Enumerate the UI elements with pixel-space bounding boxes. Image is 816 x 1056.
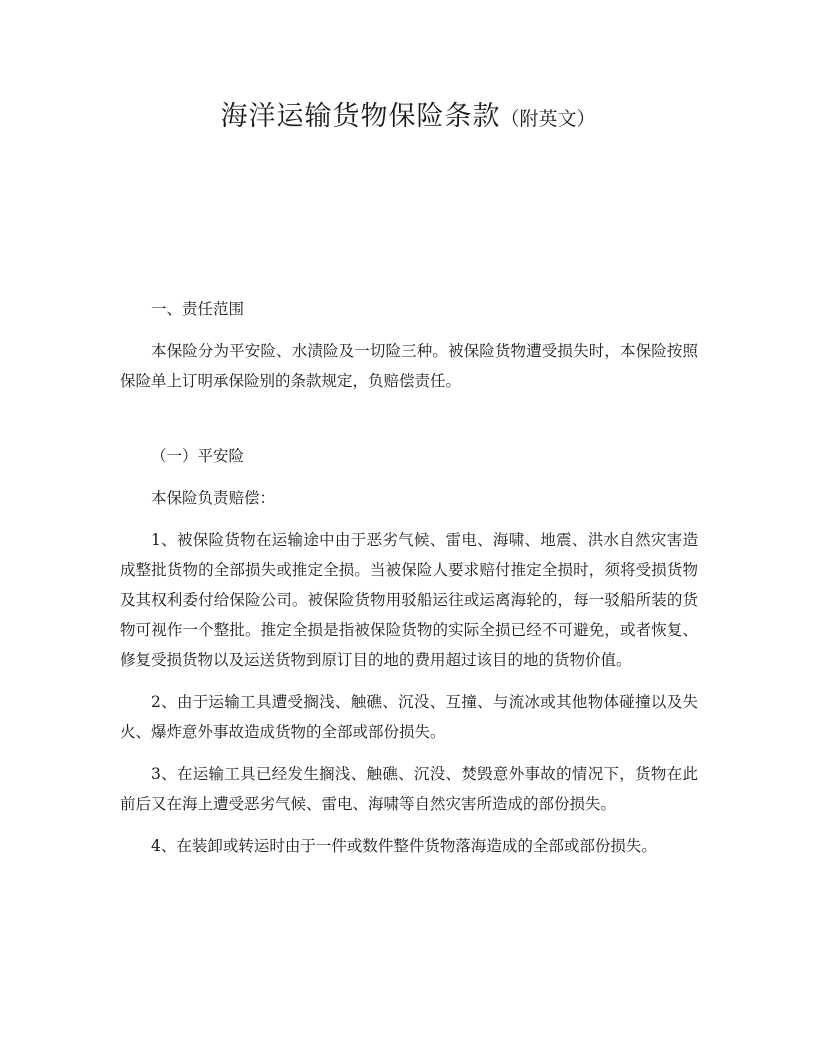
clause-item: 4、在装卸或转运时由于一件或数件整件货物落海造成的全部或部份损失。 — [151, 837, 657, 855]
title-main: 海洋运输货物保险条款 — [220, 101, 501, 132]
coverage-lead: 本保险负责赔偿： — [151, 489, 276, 507]
clause-item: 3、在运输工具已经发生搁浅、触礁、沉没、焚毁意外事故的情况下，货物在此前后又在海上遭受恶劣气候、雷电、海啸等自然灾害所造成的部份损失。 — [120, 765, 698, 813]
document-body — [120, 294, 698, 861]
subsection-heading: （一）平安险 — [151, 447, 245, 465]
clause-item: 2、由于运输工具遭受搁浅、触礁、沉没、互撞、与流冰或其他物体碰撞以及失火、爆炸意外事故造成货物的全部或部份损失。 — [120, 693, 698, 741]
title-subtitle: （附英文） — [500, 108, 596, 130]
clause-item: 1、被保险货物在运输途中由于恶劣气候、雷电、海啸、地震、洪水自然灾害造成整批货物的全部损失或推定全损。当被保险人要求赔付推定全损时，须将受损货物及其权利委付给保险公司。被保险货物用驳船运往或运离海轮的，每一驳船所装的货物可视作一个整批。推定全损是指被保险货物的实际全损已经不可避免，或者恢复、修复受损货物以及运送货物到原订目的地的费用超过该目的地的货物价值。 — [120, 531, 698, 669]
intro-paragraph: 本保险分为平安险、水渍险及一切险三种。被保险货物遭受损失时，本保险按照保险单上订明承保险别的条款规定，负赔偿责任。 — [120, 342, 698, 390]
section-heading: 一、责任范围 — [151, 300, 245, 318]
document-title — [0, 97, 816, 140]
